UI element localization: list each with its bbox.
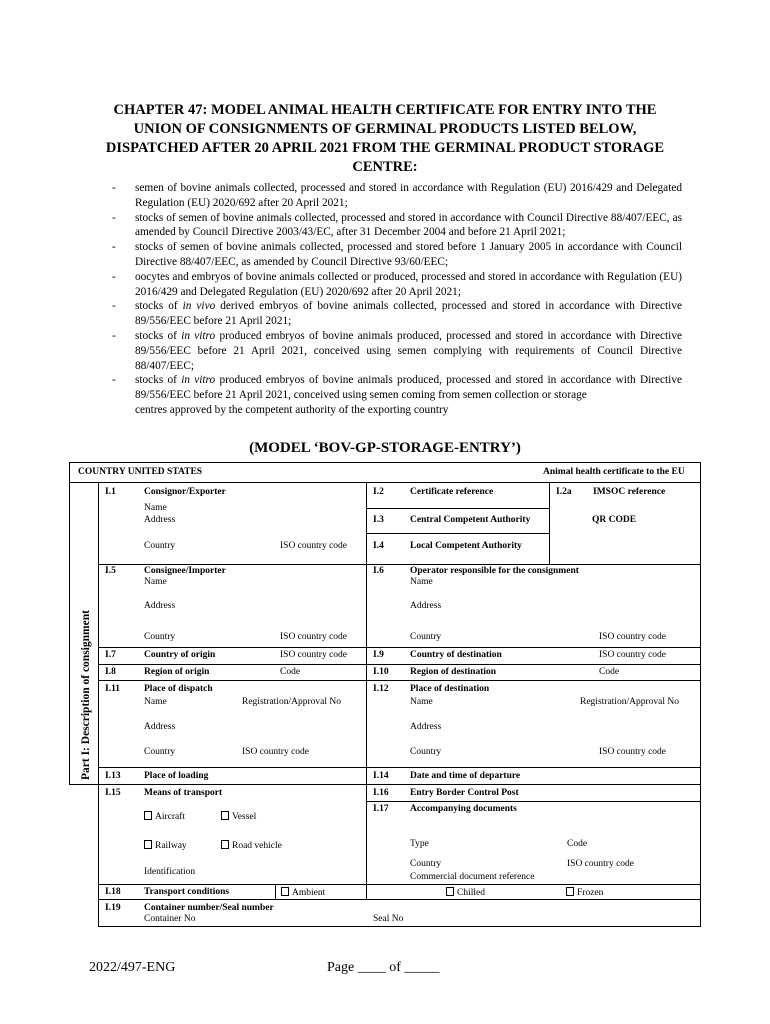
place-of-destination-label: Place of destination	[410, 684, 490, 694]
box-code: I.8	[105, 667, 116, 677]
origin-region-code-field[interactable]: Code	[280, 667, 301, 677]
transport-conditions-label: Transport conditions	[144, 887, 230, 897]
aircraft-checkbox[interactable]: Aircraft	[144, 811, 185, 823]
checkbox-box[interactable]	[144, 840, 152, 849]
list-item-text: semen of bovine animals collected, processed and stored in accordance with Regulation (EU) 2016/429 and Delegated Regulation (EU) 2020/692 after 20 April 2021;	[135, 182, 682, 209]
list-item-continuation: centres approved by the competent authority of the exporting country	[135, 403, 449, 416]
local-authority-field[interactable]: Local Competent Authority	[410, 541, 522, 551]
consignee-address-field[interactable]: Address	[144, 601, 176, 611]
bullet-dash: -	[112, 329, 116, 342]
consignor-name-field[interactable]: Name	[144, 503, 167, 513]
border-control-post-field[interactable]: Entry Border Control Post	[410, 788, 519, 798]
table-border	[98, 564, 700, 565]
title-line: CHAPTER 47: MODEL ANIMAL HEALTH CERTIFICATE FOR ENTRY INTO THE	[113, 102, 657, 118]
box-code: I.19	[105, 903, 121, 913]
country-label: COUNTRY UNITED STATES	[78, 467, 203, 477]
list-item	[112, 270, 682, 300]
vessel-checkbox[interactable]: Vessel	[221, 811, 256, 823]
document-code-field[interactable]: Code	[567, 839, 588, 849]
table-border	[98, 647, 700, 648]
document-country-field[interactable]: Country	[410, 859, 442, 869]
destination-country-field[interactable]: Country	[410, 747, 442, 757]
page-number: Page ____ of _____	[327, 960, 440, 975]
box-code: I.5	[105, 566, 116, 576]
list-item	[112, 299, 682, 329]
bullet-dash: -	[112, 300, 116, 313]
dispatch-name-field[interactable]: Name	[144, 697, 167, 707]
box-code: I.2	[373, 487, 384, 497]
region-of-origin-field[interactable]: Region of origin	[144, 667, 210, 677]
list-item-text: stocks of in vitro produced embryos of bovine animals produced, processed and stored in accordance with Directive 89/556/EEC before 21 April 2021, conceived using semen complying with requirements of Council Directive 88/407/EEC;	[135, 329, 682, 372]
certificate-reference-field[interactable]: Certificate reference	[410, 487, 494, 497]
table-border	[366, 508, 549, 509]
table-border	[98, 664, 700, 665]
operator-label: Operator responsible for the consignment	[410, 566, 579, 576]
box-code: I.16	[373, 788, 389, 798]
table-border	[69, 462, 700, 463]
box-code: I.6	[373, 566, 384, 576]
list-item-text: stocks of semen of bovine animals collected, processed and stored in accordance with Council Directive 88/407/EEC, as amended by Council Directive 2003/43/EC, after 31 December 2004 and before 21 April 2021;	[135, 211, 682, 239]
table-border	[700, 462, 701, 482]
box-code: I.17	[373, 804, 389, 814]
list-item-text: stocks of semen of bovine animals collected, processed and stored before 1 January 2005 in accordance with Council Directive 88/407/EEC, as amended by Council Directive 93/60/EEC;	[135, 241, 682, 268]
box-code: I.2a	[556, 487, 572, 497]
country-of-destination-field[interactable]: Country of destination	[410, 650, 502, 660]
certificate-title	[85, 101, 685, 177]
place-of-loading-field[interactable]: Place of loading	[144, 771, 209, 781]
destination-iso-field[interactable]: ISO country code	[599, 650, 667, 660]
bullet-dash: -	[112, 241, 116, 254]
place-of-dispatch-label: Place of dispatch	[144, 684, 213, 694]
box-code: I.7	[105, 650, 116, 660]
destination-region-code-field[interactable]: Code	[599, 667, 620, 677]
operator-country-field[interactable]: Country	[410, 632, 442, 642]
list-item-text: stocks of in vivo derived embryos of bovine animals collected, processed and stored in accordance with Directive 89/556/EEC before 21 April 2021;	[135, 300, 682, 328]
table-border	[98, 767, 700, 768]
box-code: I.14	[373, 771, 389, 781]
container-number-field[interactable]: Container No	[144, 914, 196, 924]
certificate-header: Animal health certificate to the EU	[543, 467, 685, 477]
consignee-country-field[interactable]: Country	[144, 632, 176, 642]
box-code: I.4	[373, 541, 384, 551]
operator-name-field[interactable]: Name	[410, 577, 433, 587]
box-code: I.3	[373, 515, 384, 525]
part-one-side-label: Part I: Description of consignment	[80, 610, 92, 780]
checkbox-box[interactable]	[221, 811, 229, 820]
table-border	[366, 482, 367, 899]
means-of-transport-label: Means of transport	[144, 788, 223, 798]
chilled-checkbox[interactable]: Chilled	[446, 887, 485, 899]
road-vehicle-checkbox[interactable]: Road vehicle	[221, 840, 282, 852]
frozen-checkbox[interactable]: Frozen	[566, 887, 603, 899]
title-line: DISPATCHED AFTER 20 APRIL 2021 FROM THE GERMINAL PRODUCT STORAGE	[105, 140, 665, 156]
central-authority-field[interactable]: Central Competent Authority	[410, 515, 531, 525]
destination-address-field[interactable]: Address	[410, 722, 442, 732]
title-line: UNION OF CONSIGNMENTS OF GERMINAL PRODUCTS LISTED BELOW,	[133, 121, 637, 137]
table-border	[69, 482, 700, 483]
box-code: I.15	[105, 788, 121, 798]
box-code: I.18	[105, 887, 121, 897]
table-border	[366, 533, 549, 534]
commercial-document-reference-field[interactable]: Commercial document reference	[410, 872, 535, 882]
consignee-label: Consignee/Importer	[144, 566, 226, 576]
box-code: I.9	[373, 650, 384, 660]
box-code: I.10	[373, 667, 389, 677]
table-border	[69, 462, 70, 784]
bullet-dash: -	[112, 270, 116, 283]
destination-place-iso-field[interactable]: ISO country code	[599, 747, 667, 757]
title-line: CENTRE:	[352, 159, 418, 175]
accompanying-documents-label: Accompanying documents	[410, 804, 517, 814]
origin-iso-field[interactable]: ISO country code	[280, 650, 348, 660]
list-item	[112, 211, 682, 241]
ambient-checkbox[interactable]: Ambient	[281, 887, 325, 899]
table-border	[98, 884, 700, 885]
list-item	[112, 329, 682, 373]
qr-code: QR CODE	[592, 515, 637, 525]
bullet-dash: -	[112, 374, 116, 387]
list-item-text: stocks of in vitro produced embryos of bovine animals produced, processed and stored in accordance with Directive 89/556/EEC before 21 April 2021, conceived using semen coming from semen collection or storage	[135, 374, 682, 402]
dispatch-iso-field[interactable]: ISO country code	[242, 747, 310, 757]
list-item	[112, 181, 682, 211]
bullet-dash: -	[112, 182, 116, 194]
table-border	[275, 884, 276, 899]
model-label: (MODEL ‘BOV-GP-STORAGE-ENTRY’)	[249, 440, 521, 456]
document-type-field[interactable]: Type	[410, 839, 429, 849]
list-item	[112, 373, 682, 403]
container-seal-label: Container number/Seal number	[144, 903, 274, 913]
region-of-destination-field[interactable]: Region of destination	[410, 667, 497, 677]
checkbox-box[interactable]	[446, 887, 454, 896]
departure-datetime-field[interactable]: Date and time of departure	[410, 771, 521, 781]
consignor-label: Consignor/Exporter	[144, 487, 226, 497]
list-item-text: oocytes and embryos of bovine animals collected or produced, processed and stored in accordance with Regulation (EU) 2016/429 and Delegated Regulation (EU) 2020/692 after 20 April 2021;	[135, 270, 682, 298]
table-border	[98, 680, 700, 681]
document-id: 2022/497-ENG	[89, 960, 176, 975]
consignee-iso-field[interactable]: ISO country code	[280, 632, 348, 642]
product-list	[112, 181, 682, 418]
seal-number-field[interactable]: Seal No	[373, 914, 404, 924]
consignor-address-field[interactable]: Address	[144, 515, 176, 525]
destination-registration-field[interactable]: Registration/Approval No	[580, 697, 679, 707]
consignee-name-field[interactable]: Name	[144, 577, 167, 587]
dispatch-registration-field[interactable]: Registration/Approval No	[242, 697, 341, 707]
table-border	[98, 784, 700, 785]
table-border	[69, 784, 98, 785]
consignor-country-field[interactable]: Country	[144, 541, 176, 551]
box-code: I.1	[105, 487, 116, 497]
list-item	[112, 240, 682, 270]
dispatch-address-field[interactable]: Address	[144, 722, 176, 732]
consignor-iso-field[interactable]: ISO country code	[280, 541, 348, 551]
table-border	[98, 482, 99, 927]
bullet-dash: -	[112, 211, 116, 224]
box-code: I.13	[105, 771, 121, 781]
operator-address-field[interactable]: Address	[410, 601, 442, 611]
transport-identification-field[interactable]: Identification	[144, 867, 196, 877]
checkbox-box[interactable]	[144, 811, 152, 820]
box-code: I.11	[105, 684, 121, 694]
checkbox-box[interactable]	[566, 887, 574, 896]
box-code: I.12	[373, 684, 389, 694]
document-iso-field[interactable]: ISO country code	[567, 859, 635, 869]
table-border	[549, 482, 550, 564]
dispatch-country-field[interactable]: Country	[144, 747, 176, 757]
checkbox-box[interactable]	[281, 887, 289, 896]
country-of-origin-field[interactable]: Country of origin	[144, 650, 216, 660]
railway-checkbox[interactable]: Railway	[144, 840, 187, 852]
imsoc-reference-field[interactable]: IMSOC reference	[593, 487, 666, 497]
table-border	[366, 801, 700, 802]
table-border	[700, 482, 701, 927]
table-border	[98, 899, 700, 900]
table-border	[98, 926, 700, 927]
checkbox-box[interactable]	[221, 840, 229, 849]
operator-iso-field[interactable]: ISO country code	[599, 632, 667, 642]
destination-name-field[interactable]: Name	[410, 697, 433, 707]
